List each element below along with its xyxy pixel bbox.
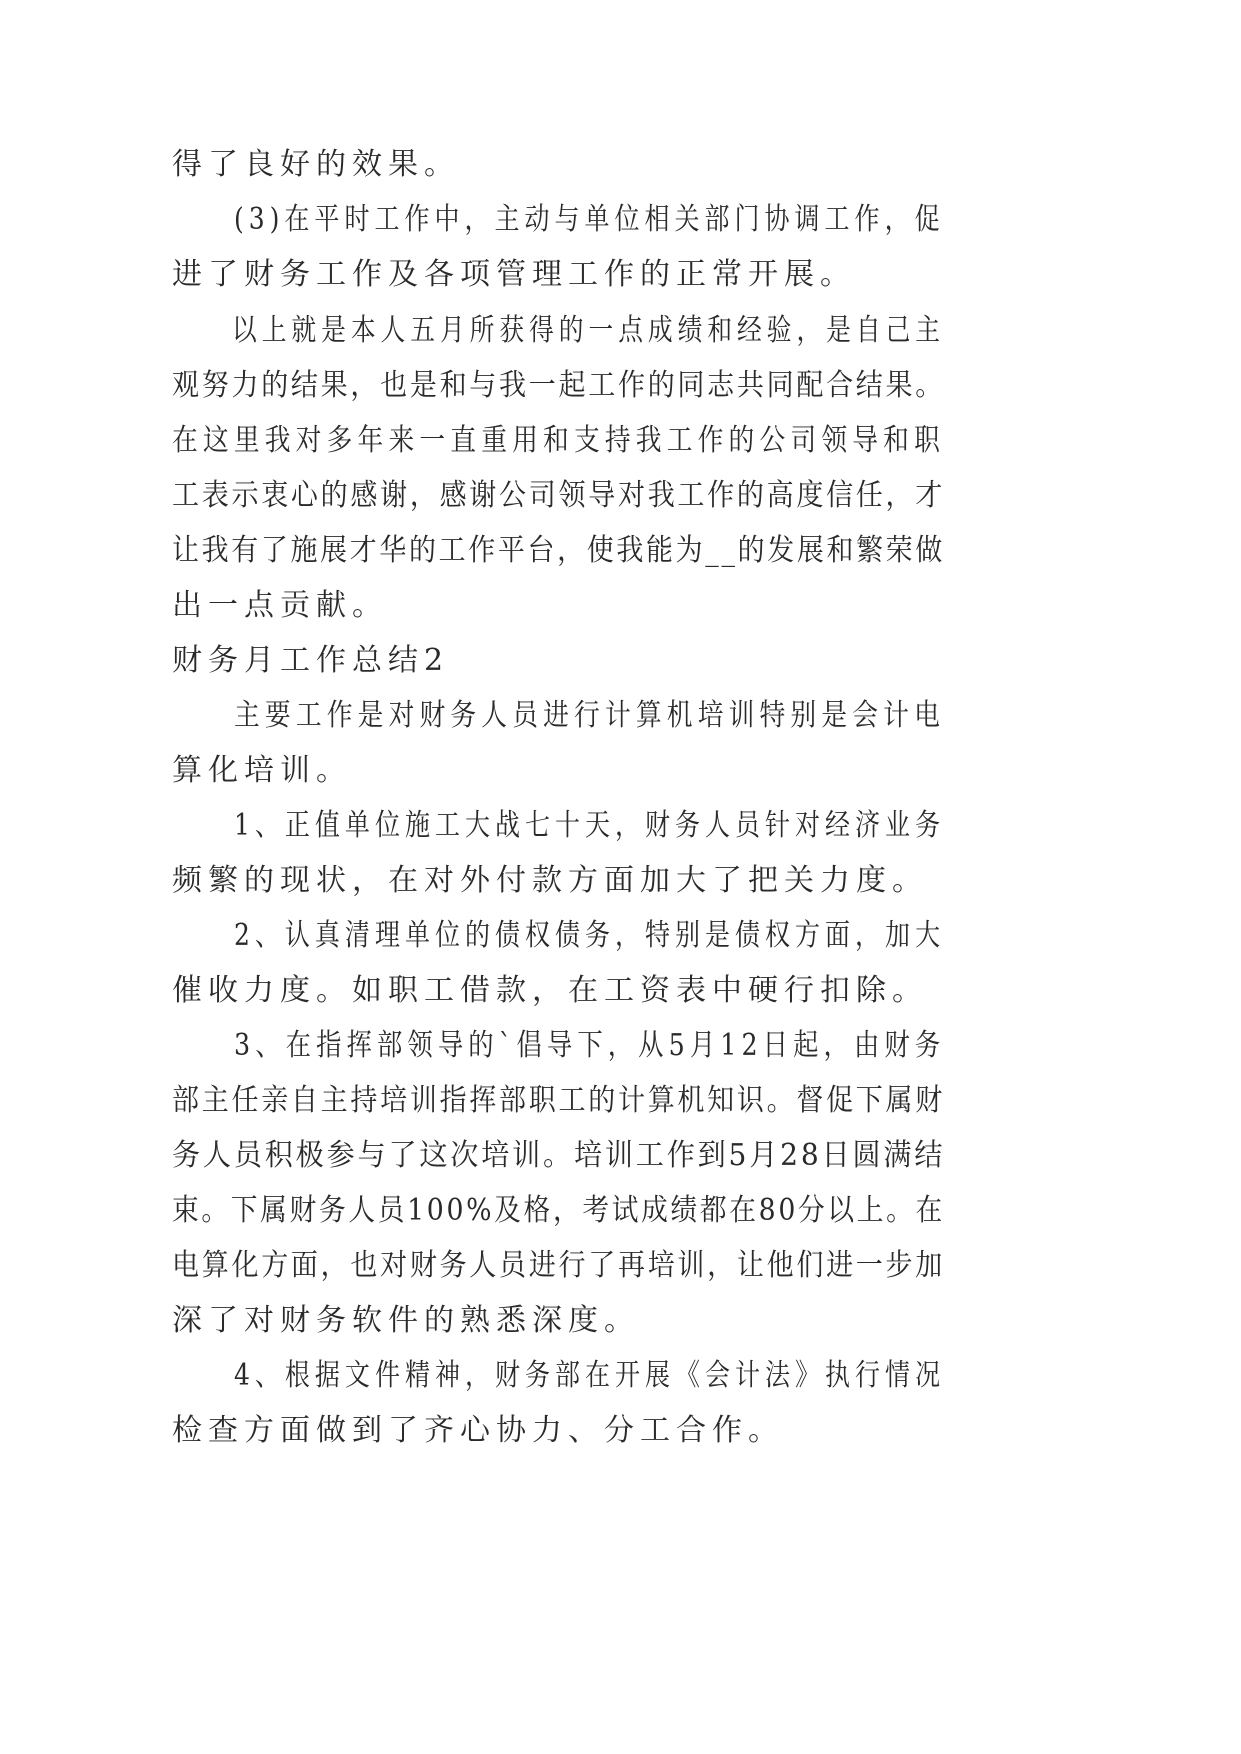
text-line: 进了财务工作及各项管理工作的正常开展。 bbox=[172, 257, 856, 292]
text-line: 频繁的现状，在对外付款方面加大了把关力度。 bbox=[172, 863, 928, 898]
text-line: 出一点贡献。 bbox=[172, 588, 388, 623]
text-line: 束。下属财务人员100%及格，考试成绩都在80分以上。在 bbox=[172, 1193, 945, 1228]
text-line: 部主任亲自主持培训指挥部职工的计算机知识。督促下属财 bbox=[172, 1083, 945, 1118]
text-line: 2、认真清理单位的债权债务，特别是债权方面，加大 bbox=[234, 918, 946, 953]
text-line: 在这里我对多年来一直重用和支持我工作的公司领导和职 bbox=[172, 423, 945, 458]
text-line: 电算化方面，也对财务人员进行了再培训，让他们进一步加 bbox=[172, 1248, 945, 1283]
text-line: 务人员积极参与了这次培训。培训工作到5月28日圆满结 bbox=[172, 1138, 946, 1173]
text-line: 检查方面做到了齐心协力、分工合作。 bbox=[172, 1413, 784, 1448]
text-line: 主要工作是对财务人员进行计算机培训特别是会计电 bbox=[234, 698, 945, 733]
text-line: 以上就是本人五月所获得的一点成绩和经验，是自己主 bbox=[232, 313, 945, 348]
text-line: 1、正值单位施工大战七十天，财务人员针对经济业务 bbox=[234, 808, 946, 843]
text-line: 催收力度。如职工借款，在工资表中硬行扣除。 bbox=[172, 973, 928, 1008]
text-line: 3、在指挥部领导的`倡导下，从5月12日起，由财务 bbox=[234, 1028, 946, 1063]
text-line: 让我有了施展才华的工作平台，使我能为__的发展和繁荣做 bbox=[172, 533, 945, 568]
text-line: 得了良好的效果。 bbox=[172, 147, 460, 182]
section-heading: 财务月工作总结2 bbox=[172, 643, 450, 678]
text-line: 深了对财务软件的熟悉深度。 bbox=[172, 1303, 640, 1338]
text-line: (3)在平时工作中，主动与单位相关部门协调工作，促 bbox=[234, 202, 945, 237]
text-line: 工表示衷心的感谢，感谢公司领导对我工作的高度信任，才 bbox=[172, 478, 945, 513]
text-line: 观努力的结果，也是和与我一起工作的同志共同配合结果。 bbox=[172, 368, 945, 403]
text-line: 算化培训。 bbox=[172, 753, 352, 788]
text-line: 4、根据文件精神，财务部在开展《会计法》执行情况 bbox=[234, 1358, 946, 1393]
